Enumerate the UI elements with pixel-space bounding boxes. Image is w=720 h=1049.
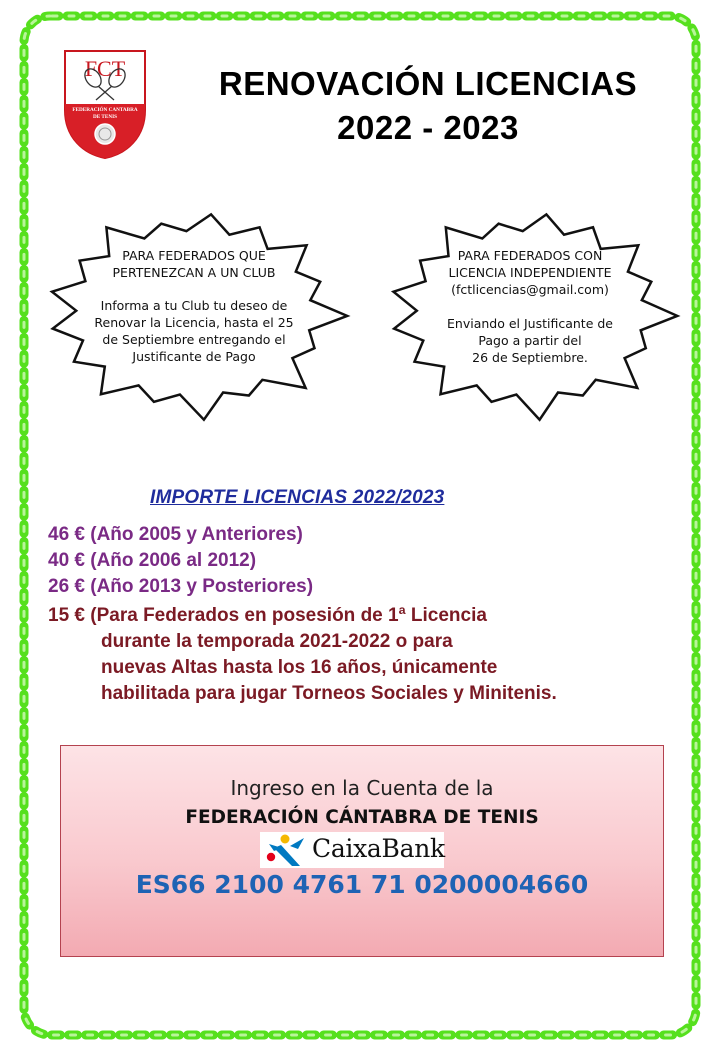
burst-left-body1: Informa a tu Club tu deseo de <box>100 298 288 313</box>
iban-number[interactable]: ES66 2100 4761 71 0200004660 <box>135 870 589 899</box>
price-line-15-cont1: durante la temporada 2021-2022 o para <box>101 631 453 652</box>
burst-right-heading1: PARA FEDERADOS CON <box>457 248 603 263</box>
burst-left-body3: de Septiembre entregando el <box>102 332 286 347</box>
burst-left-body4: Justificante de Pago <box>132 349 256 364</box>
price-line-46: 46 € (Año 2005 y Anteriores) <box>48 524 303 545</box>
title-line1: RENOVACIÓN LICENCIAS <box>218 65 638 102</box>
burst-left-heading2: PERTENEZCAN A UN CLUB <box>112 265 276 280</box>
price-line-26: 26 € (Año 2013 y Posteriores) <box>48 576 314 597</box>
logo-name-line1: FEDERACIÓN CANTABRA <box>72 107 138 113</box>
title-line2: 2022 - 2023 <box>337 109 519 146</box>
price-line-15-cont3: habilitada para jugar Torneos Sociales y Minitenis. <box>101 683 557 704</box>
caixabank-star-icon <box>260 832 310 868</box>
burst-right-body3: 26 de Septiembre. <box>472 350 588 365</box>
burst-club-members <box>36 202 352 424</box>
burst-left-body2: Renovar la Licencia, hasta el 25 <box>94 315 294 330</box>
federation-logo <box>62 48 148 160</box>
burst-right-body1: Enviando el Justificante de <box>447 316 613 331</box>
burst-left-heading1: PARA FEDERADOS QUE <box>122 248 266 263</box>
caixabank-logo <box>260 832 444 868</box>
page-title <box>180 62 676 150</box>
importe-title: IMPORTE LICENCIAS 2022/2023 <box>150 487 445 508</box>
bank-federation-name: FEDERACIÓN CÁNTABRA DE TENIS <box>185 807 539 828</box>
bank-intro: Ingreso en la Cuenta de la <box>230 776 494 800</box>
logo-monogram: FCT <box>84 56 126 81</box>
logo-name-line2: DE TENIS <box>93 114 117 120</box>
burst-right-heading2: LICENCIA INDEPENDIENTE <box>448 265 612 280</box>
price-line-15: 15 € (Para Federados en posesión de 1ª Licencia <box>48 605 487 626</box>
bank-account-box <box>60 745 664 957</box>
price-line-40: 40 € (Año 2006 al 2012) <box>48 550 257 571</box>
burst-right-email: (fctlicencias@gmail.com) <box>451 282 609 297</box>
burst-right-body2: Pago a partir del <box>478 333 582 348</box>
price-line-15-cont2: nuevas Altas hasta los 16 años, únicamente <box>101 657 498 678</box>
burst-independent <box>378 202 682 424</box>
caixabank-name: CaixaBank <box>312 834 445 863</box>
